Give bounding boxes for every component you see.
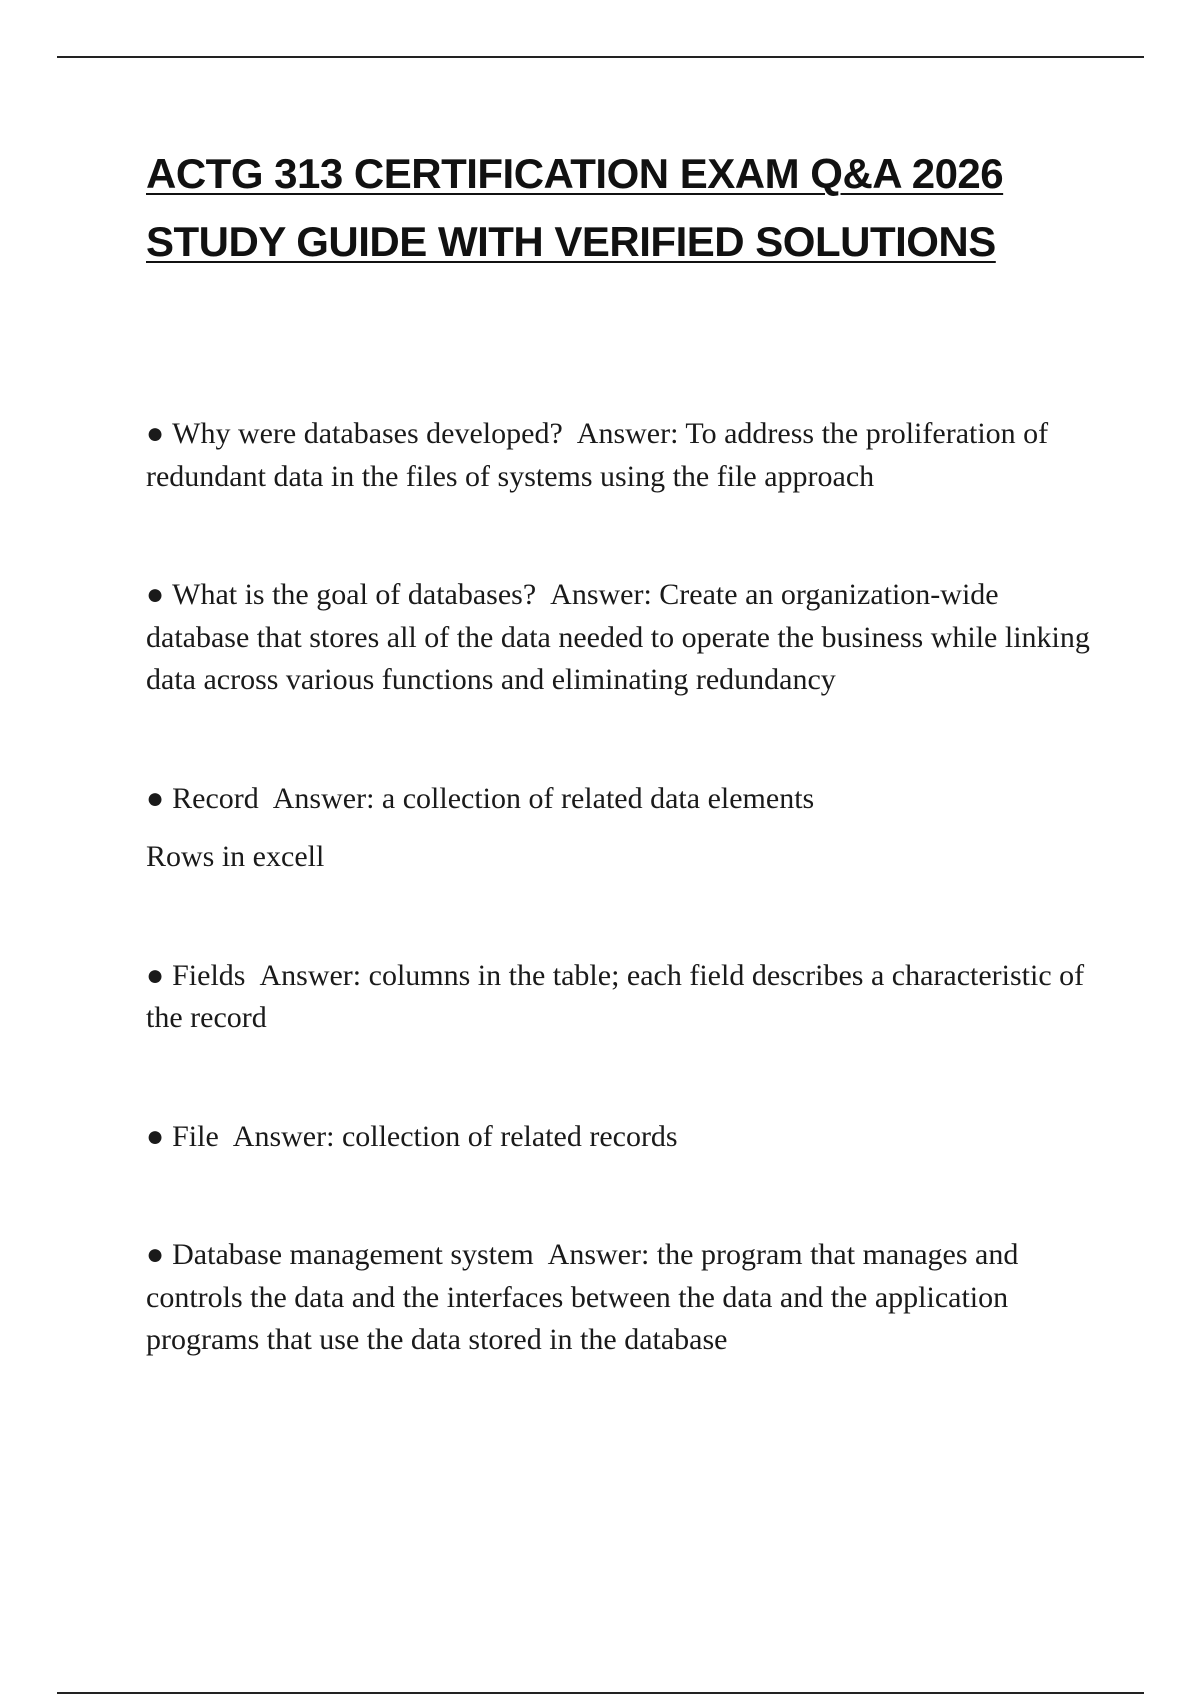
qa-term: Why were databases developed? <box>172 417 563 450</box>
qa-answer: Answer: columns in the table; each field describes a characteristic of the record <box>146 958 1085 1034</box>
qa-item-goal-databases <box>146 574 1091 702</box>
bullet-icon: ● <box>146 781 165 815</box>
qa-answer: Answer: To address the proliferation of redundant data in the files of systems using the file approach <box>146 417 1049 493</box>
document-title <box>146 140 1086 276</box>
qa-item-dbms <box>146 1234 1091 1362</box>
qa-term: Record <box>172 781 259 815</box>
top-rule <box>57 56 1144 58</box>
qa-item-fields <box>146 955 1091 1040</box>
qa-answer: Answer: Create an organization-wide database that stores all of the data needed to operate the business while linking data across various functions and eliminating redundancy <box>146 578 1090 696</box>
bullet-icon: ● <box>146 1238 165 1271</box>
qa-answer: Answer: collection of related records <box>232 1119 678 1153</box>
qa-term: File <box>172 1119 219 1153</box>
title-line-2: STUDY GUIDE WITH VERIFIED SOLUTIONS <box>146 218 996 265</box>
qa-answer: Answer: the program that manages and controls the data and the interfaces between the data and the application programs that use the data stored in the database <box>146 1238 1019 1356</box>
qa-answer: Answer: a collection of related data elements <box>272 781 815 815</box>
qa-note: Rows in excell <box>146 840 325 873</box>
bullet-icon: ● <box>146 958 165 992</box>
bullet-icon: ● <box>146 578 165 611</box>
qa-item-why-databases <box>146 413 1091 498</box>
qa-term: What is the goal of databases? <box>172 578 537 611</box>
qa-item-record <box>146 778 1091 879</box>
bottom-rule <box>57 1692 1144 1694</box>
qa-term: Database management system <box>172 1238 534 1271</box>
qa-list <box>146 413 1091 1362</box>
title-line-1: ACTG 313 CERTIFICATION EXAM Q&A 2026 <box>146 150 1004 197</box>
qa-item-file <box>146 1116 1091 1159</box>
qa-term: Fields <box>172 958 246 992</box>
bullet-icon: ● <box>146 1119 165 1153</box>
bullet-icon: ● <box>146 417 165 450</box>
